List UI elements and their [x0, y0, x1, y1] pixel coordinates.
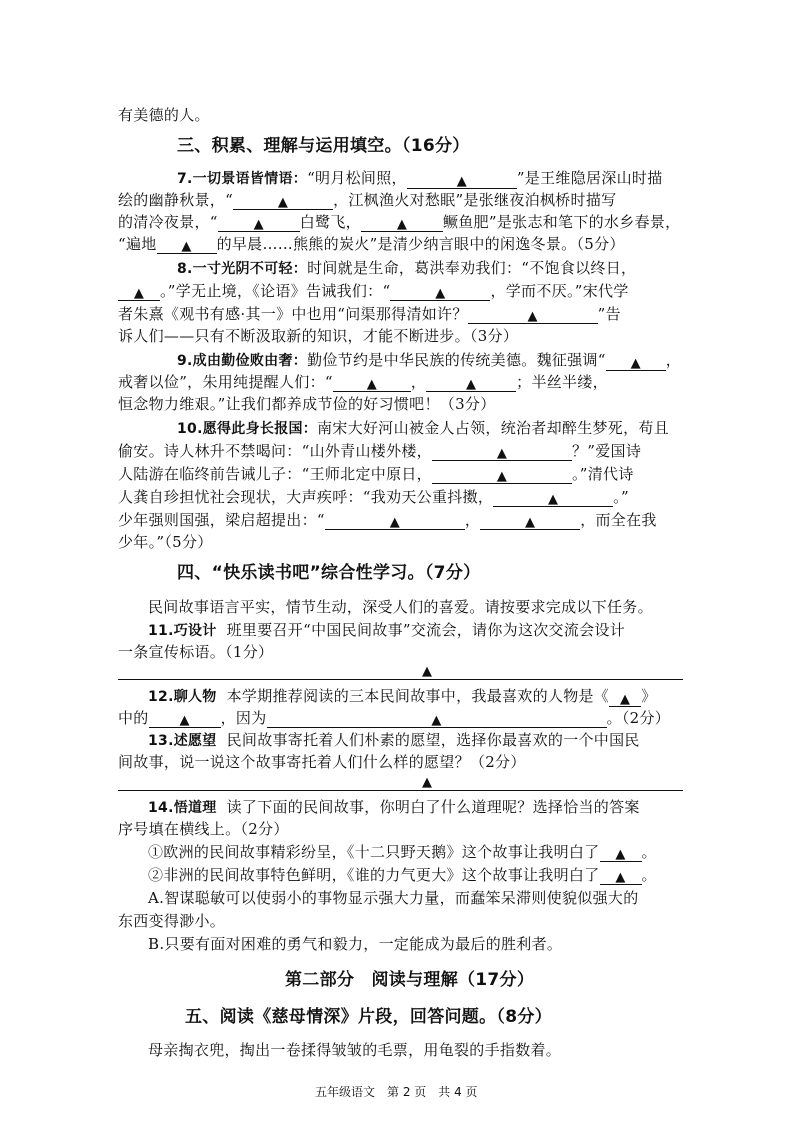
q14-item2: ②非洲的民间故事特色鲜明，《谁的力气更大》这个故事让我明白了 ▲ 。 — [148, 866, 657, 885]
q13-answer-line[interactable] — [118, 790, 683, 791]
q14-option-a-line2: 东西变得渺小。 — [118, 912, 226, 930]
q10-line1: 10.愿得此身长报国：南宋大好河山被金人占领，统治者却醉生梦死，苟且 — [177, 419, 670, 437]
q13-line1: 13.述愿望 民间故事寄托着人们朴素的愿望，选择你最喜欢的一个中国民 — [148, 731, 640, 749]
q10-line3: 人陆游在临终前告诫儿子：“王师北定中原日， ▲ 。”清代诗 — [118, 465, 634, 484]
q13-label: 13.述愿望 — [148, 733, 217, 749]
q8-blank-3[interactable]: ▲ — [468, 305, 598, 324]
q9-blank-2[interactable]: ▲ — [333, 373, 411, 392]
q11-answer-line[interactable] — [118, 679, 683, 680]
q9-label: 9.成由勤俭败由奢： — [177, 353, 308, 369]
q12-line1: 12.聊人物 本学期推荐阅读的三本民间故事中，我最喜欢的人物是《 ▲ 》 — [148, 687, 657, 707]
q7-line4: “遍地 ▲ 的早晨……熊熊的炭火”是清少纳言眼中的闲逸冬景。（5分） — [118, 235, 625, 254]
q11-line2: 一条宣传标语。（1分） — [118, 643, 274, 661]
q7-line1: 7.一切景语皆情语：“明月松间照， ▲ ”是王维隐居深山时描 — [177, 169, 663, 189]
q14-option-b: B.只要有面对困难的勇气和毅力，一定能成为最后的胜利者。 — [148, 935, 563, 953]
q8-line2: ▲ 。”学无止境，《论语》告诫我们：“ ▲ ，学而不厌。”宋代学 — [118, 281, 629, 301]
q14-blank-1[interactable]: ▲ — [600, 843, 642, 862]
q14-line2: 序号填在横线上。（2分） — [118, 820, 289, 838]
q7-blank-2[interactable]: ▲ — [233, 191, 333, 210]
q7-blank-5[interactable]: ▲ — [157, 235, 217, 254]
section5-text: 母亲掏衣兜，掏出一卷揉得皱皱的毛票，用龟裂的手指数着。 — [148, 1041, 562, 1059]
q11-label: 11.巧设计 — [148, 623, 217, 639]
q12-blank-3[interactable]: ▲ — [267, 709, 607, 728]
section4-intro: 民间故事语言平实，情节生动，深受人们的喜爱。请按要求完成以下任务。 — [148, 598, 653, 616]
q9-blank-1[interactable]: ▲ — [606, 352, 666, 371]
q11-line1: 11.巧设计 班里要召开“中国民间故事”交流会，请你为这次交流会设计 — [148, 621, 626, 639]
q10-line6: 少年。”（5分） — [118, 533, 213, 551]
q14-blank-2[interactable]: ▲ — [600, 866, 642, 885]
q7-line3: 的清冷夜景，“ ▲ 白鹭飞， ▲ 鳜鱼肥”是张志和笔下的水乡春景， — [118, 213, 681, 232]
page-footer: 五年级语文 第 2 页 共 4 页 — [315, 1085, 478, 1099]
q10-blank-5[interactable]: ▲ — [480, 511, 580, 530]
section4-heading: 四、“快乐读书吧”综合性学习。（7分） — [177, 563, 481, 583]
q10-label: 10.愿得此身长报国： — [177, 421, 318, 437]
q8-line1: 8.一寸光阴不可轻：时间就是生命，葛洪奉劝我们：“不饱食以终日， — [177, 259, 637, 277]
q14-item1: ①欧洲的民间故事精彩纷呈，《十二只野天鹅》这个故事让我明白了 ▲ 。 — [148, 843, 657, 862]
q7-blank-1[interactable]: ▲ — [407, 170, 517, 189]
q7-label: 7.一切景语皆情语： — [177, 171, 308, 187]
q9-line1: 9.成由勤俭败由奢：勤俭节约是中华民族的传统美德。魏征强调“ ▲ ， — [177, 351, 682, 371]
q9-line3: 恒念物力维艰。”让我们都养成节俭的好习惯吧！（3分） — [118, 395, 496, 413]
q14-label: 14.悟道理 — [148, 800, 217, 816]
section5-heading: 五、阅读《慈母情深》片段，回答问题。（8分） — [185, 1007, 552, 1027]
q8-line3: 者朱熹《观书有感·其一》中也用“问渠那得清如许？ ▲ ”告 — [118, 305, 621, 324]
q7-line2: 绘的幽静秋景，“ ▲ ，江枫渔火对愁眠”是张继夜泊枫桥时描写 — [118, 191, 617, 210]
q11-answer-marker: ▲ — [422, 664, 432, 679]
q10-line4: 人龚自珍担忧社会现状，大声疾呼：“我劝天公重抖擞， ▲ 。” — [118, 488, 629, 507]
q9-line2: 戒奢以俭”，朱用纯提醒人们：“ ▲ ， ▲ ；半丝半缕， — [118, 373, 608, 392]
q14-line1: 14.悟道理 读了下面的民间故事，你明白了什么道理呢？选择恰当的答案 — [148, 798, 640, 816]
intro-tail: 有美德的人。 — [118, 106, 210, 124]
q12-label: 12.聊人物 — [148, 689, 217, 705]
part2-heading: 第二部分 阅读与理解（17分） — [285, 970, 535, 990]
q10-line5: 少年强则国强，梁启超提出：“ ▲ ， ▲ ，而全在我 — [118, 511, 657, 530]
q10-blank-3[interactable]: ▲ — [493, 488, 613, 507]
q12-line2: 中的 ▲ ，因为 ▲ 。（2分） — [118, 709, 671, 728]
q13-answer-marker: ▲ — [422, 775, 432, 790]
q10-line2: 偷安。诗人林升不禁喝问：“山外青山楼外楼， ▲ ？”爱国诗 — [118, 442, 642, 461]
q9-blank-3[interactable]: ▲ — [426, 373, 516, 392]
q8-label: 8.一寸光阴不可轻： — [177, 261, 308, 277]
q8-line4: 诉人们——只有不断汲取新的知识，才能不断进步。（3分） — [118, 327, 519, 345]
q8-blank-2[interactable]: ▲ — [390, 282, 490, 301]
section3-heading: 三、积累、理解与运用填空。（16分） — [177, 136, 470, 156]
q10-blank-2[interactable]: ▲ — [432, 465, 572, 484]
q14-option-a-line1: A.智谋聪敏可以使弱小的事物显示强大力量，而蠢笨呆滞则使貌似强大的 — [148, 889, 639, 907]
q10-blank-1[interactable]: ▲ — [432, 442, 572, 461]
q13-line2: 间故事，说一说这个故事寄托着人们什么样的愿望？（2分） — [118, 753, 526, 771]
q12-blank-2[interactable]: ▲ — [149, 709, 221, 728]
q7-blank-4[interactable]: ▲ — [361, 213, 443, 232]
q12-blank-1[interactable]: ▲ — [609, 688, 641, 707]
q10-blank-4[interactable]: ▲ — [325, 511, 465, 530]
q8-blank-1[interactable]: ▲ — [118, 282, 160, 301]
q7-blank-3[interactable]: ▲ — [218, 213, 300, 232]
